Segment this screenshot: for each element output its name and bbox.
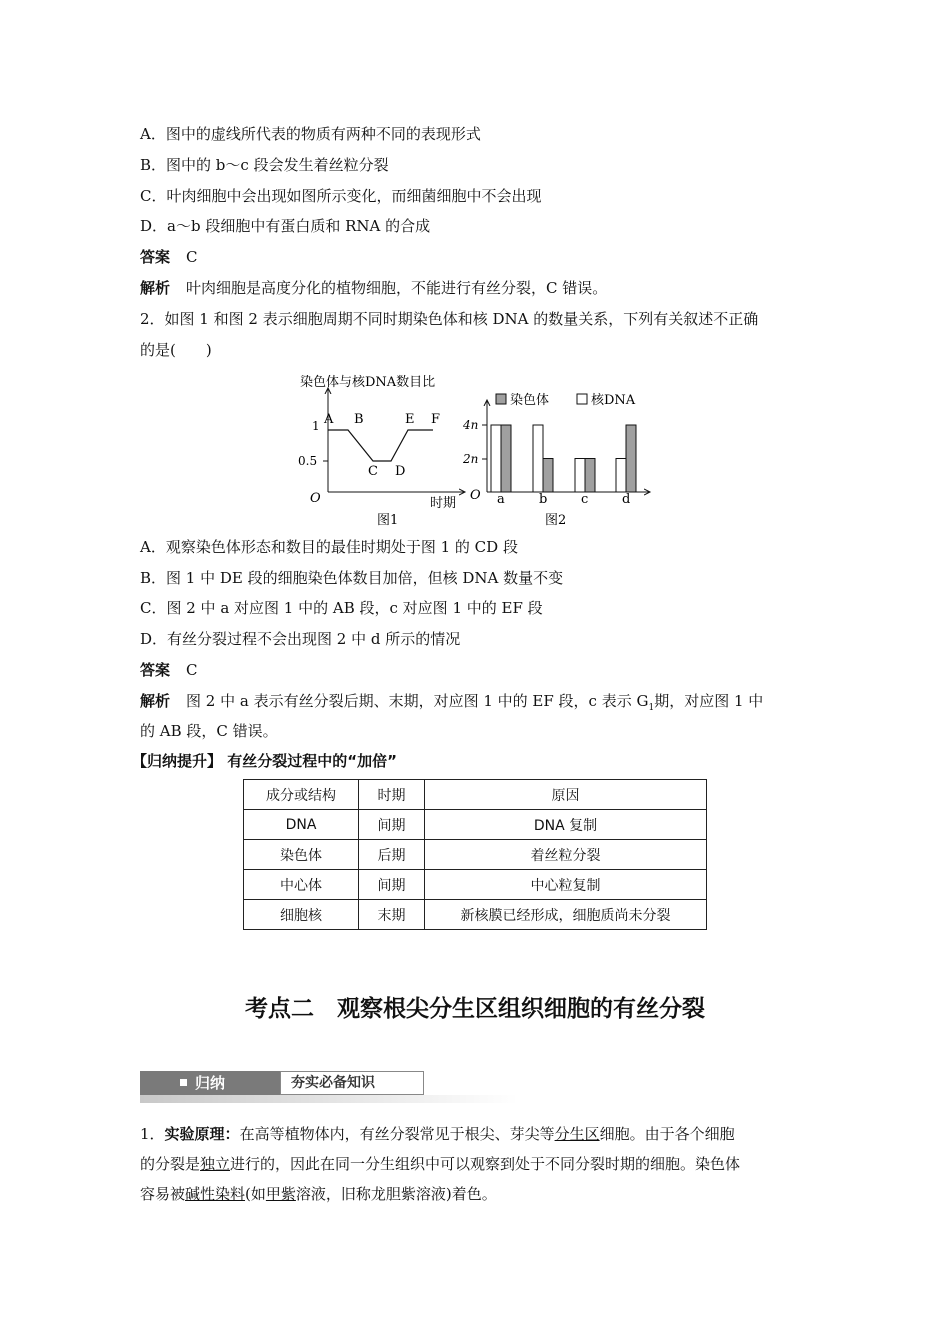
fig2-category-label: d xyxy=(622,492,631,507)
analysis-text: 图 2 中 a 表示有丝分裂后期、末期，对应图 1 中的 EF 段，c 表示 G xyxy=(186,692,649,710)
principle-blank: 甲紫 xyxy=(265,1185,296,1203)
summary-tag: 【归纳提升】 xyxy=(132,752,223,770)
section-banner xyxy=(140,1071,518,1103)
analysis-text: 叶肉细胞是高度分化的植物细胞，不能进行有丝分裂，C 错误。 xyxy=(186,279,608,297)
table-cell: 间期 xyxy=(359,870,425,900)
table-cell: 间期 xyxy=(359,810,425,840)
table-cell: 中心粒复制 xyxy=(425,870,707,900)
column-header: 时期 xyxy=(359,780,425,810)
fig2-bar xyxy=(491,425,501,492)
summary-heading xyxy=(132,751,397,771)
fig2-origin: O xyxy=(470,488,481,503)
fig1-ytick-1: 1 xyxy=(312,419,320,433)
principle-blank: 分生区 xyxy=(554,1125,600,1143)
figure-1-chart xyxy=(290,366,670,532)
principle-blank: 碱性染料 xyxy=(185,1185,246,1203)
fig2-bar xyxy=(616,459,626,493)
fig2-legend xyxy=(496,392,636,408)
fig1-point-label: C xyxy=(368,464,378,479)
fig1-series-line xyxy=(328,430,433,461)
q1-option-c: C．叶肉细胞中会出现如图所示变化，而细菌细胞中不会出现 xyxy=(140,187,542,205)
q1-option-d: D．a～b 段细胞中有蛋白质和 RNA 的合成 xyxy=(140,217,431,235)
q1-option-a: A．图中的虚线所代表的物质有两种不同的表现形式 xyxy=(140,125,481,143)
fig2-caption: 图2 xyxy=(545,513,567,528)
fig1-caption: 图1 xyxy=(377,513,399,528)
column-header: 原因 xyxy=(425,780,707,810)
table-cell: DNA xyxy=(244,810,359,840)
section-title: 考点二 观察根尖分生区组织细胞的有丝分裂 xyxy=(245,996,705,1022)
principle-text: (如 xyxy=(245,1185,266,1203)
fig1-point-label: A xyxy=(324,412,334,427)
q2-analysis-line1 xyxy=(140,691,763,718)
q2-analysis-line2: 的 AB 段，C 错误。 xyxy=(140,722,278,740)
banner-dark xyxy=(140,1071,280,1095)
table-row xyxy=(244,900,707,930)
q1-answer xyxy=(140,247,198,267)
principle-text: 细胞。由于各个细胞 xyxy=(599,1125,735,1143)
fig1-xlabel: 时期 xyxy=(430,496,457,511)
q2-stem-line1: 2．如图 1 和图 2 表示细胞周期不同时期染色体和核 DNA 的数量关系，下列有关叙述不正确 xyxy=(140,310,759,328)
fig1-point-label: E xyxy=(405,412,415,427)
table-header-row xyxy=(244,780,707,810)
answer-value: C xyxy=(186,661,198,679)
table-cell: 着丝粒分裂 xyxy=(425,840,707,870)
fig2-ytick-2n: 2n xyxy=(463,452,479,466)
analysis-label: 解析 xyxy=(140,279,171,297)
table-row xyxy=(244,870,707,900)
fig2-category-label: a xyxy=(497,492,505,507)
fig1-point-label: F xyxy=(431,412,441,427)
table-row xyxy=(244,810,707,840)
principle-line3 xyxy=(140,1184,497,1204)
fig1-title: 染色体与核DNA数目比 xyxy=(300,375,436,390)
table-row xyxy=(244,840,707,870)
column-header: 成分或结构 xyxy=(244,780,359,810)
principle-text: 溶液，旧称龙胆紫溶液)着色。 xyxy=(295,1185,497,1203)
answer-label: 答案 xyxy=(140,661,171,679)
banner-light xyxy=(280,1071,424,1095)
table-cell: DNA 复制 xyxy=(425,810,707,840)
principle-text: 的分裂是 xyxy=(140,1155,201,1173)
table-cell: 新核膜已经形成，细胞质尚未分裂 xyxy=(425,900,707,930)
analysis-text-cont: 期，对应图 1 中 xyxy=(654,692,764,710)
subscript: 1 xyxy=(648,703,655,713)
fig2-ytick-4n: 4n xyxy=(463,418,479,432)
answer-label: 答案 xyxy=(140,248,171,266)
square-icon xyxy=(180,1079,187,1086)
fig2-bar xyxy=(501,425,511,492)
fig2-bar xyxy=(626,425,636,492)
fig2-category-label: b xyxy=(539,492,548,507)
q2-option-c: C．图 2 中 a 对应图 1 中的 AB 段，c 对应图 1 中的 EF 段 xyxy=(140,599,543,617)
table-cell: 细胞核 xyxy=(244,900,359,930)
summary-title: 有丝分裂过程中的“加倍” xyxy=(227,752,397,770)
fig2-category-label: c xyxy=(581,492,589,507)
principle-line2 xyxy=(140,1154,740,1174)
fig1-point-label: D xyxy=(395,464,406,479)
banner-dark-label: 归纳 xyxy=(195,1074,226,1092)
fig2-legend-chromosome: 染色体 xyxy=(510,393,550,408)
q2-option-d: D．有丝分裂过程不会出现图 2 中 d 所示的情况 xyxy=(140,630,461,648)
table-cell: 染色体 xyxy=(244,840,359,870)
principle-text: 容易被 xyxy=(140,1185,186,1203)
q1-analysis xyxy=(140,278,607,298)
fig1-origin: O xyxy=(310,491,321,506)
fig2-legend-dna: 核DNA xyxy=(591,393,636,408)
q2-stem-line2: 的是( ) xyxy=(140,341,212,359)
summary-table xyxy=(243,779,707,930)
q2-answer xyxy=(140,660,198,680)
fig1-point-label: B xyxy=(354,412,364,427)
principle-label: 实验原理： xyxy=(164,1125,240,1143)
fig2-bar xyxy=(575,459,585,493)
banner-underline xyxy=(140,1095,518,1103)
principle-text: 进行的，因此在同一分生组织中可以观察到处于不同分裂时期的细胞。染色体 xyxy=(230,1155,741,1173)
fig2-bar xyxy=(533,425,543,492)
table-cell: 后期 xyxy=(359,840,425,870)
principle-blank: 独立 xyxy=(200,1155,231,1173)
principle-line1 xyxy=(140,1124,735,1144)
fig2-bar xyxy=(543,459,553,493)
analysis-label: 解析 xyxy=(140,692,171,710)
fig1-ytick-05: 0.5 xyxy=(298,454,318,468)
q2-option-b: B．图 1 中 DE 段的细胞染色体数目加倍，但核 DNA 数量不变 xyxy=(140,569,564,587)
principle-num: 1． xyxy=(140,1125,165,1143)
banner-light-label: 夯实必备知识 xyxy=(291,1075,375,1091)
q2-option-a: A．观察染色体形态和数目的最佳时期处于图 1 的 CD 段 xyxy=(140,538,518,556)
answer-value: C xyxy=(186,248,198,266)
table-cell: 中心体 xyxy=(244,870,359,900)
table-cell: 末期 xyxy=(359,900,425,930)
fig2-bar xyxy=(585,459,595,493)
q1-option-b: B．图中的 b～c 段会发生着丝粒分裂 xyxy=(140,156,389,174)
principle-text: 在高等植物体内，有丝分裂常见于根尖、芽尖等 xyxy=(239,1125,555,1143)
